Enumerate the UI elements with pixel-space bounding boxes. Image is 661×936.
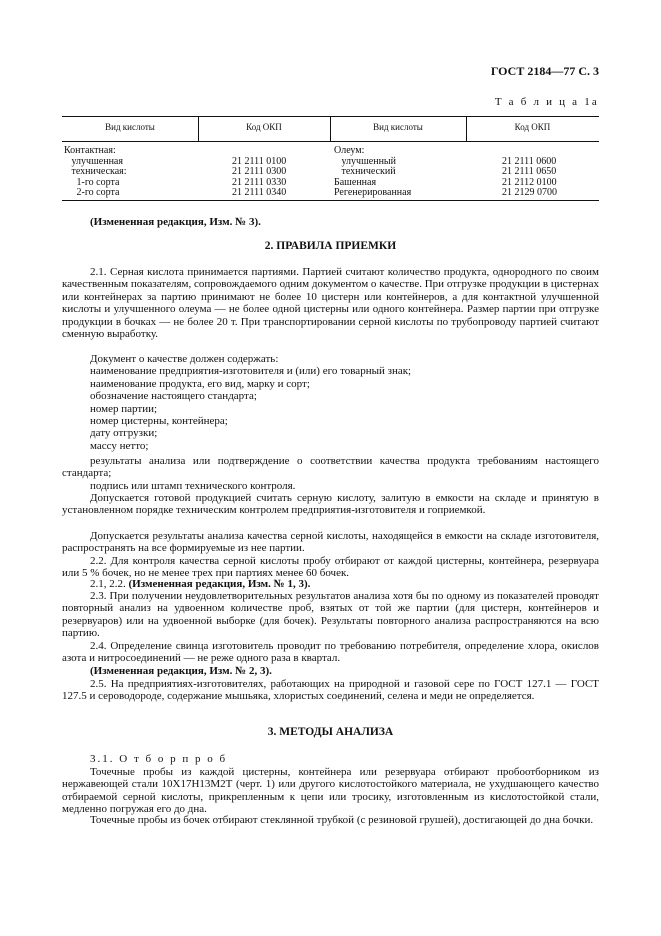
- table-cell-left-names: Контактная: улучшенная техническая: 1-го сорта 2-го сорта: [64, 145, 127, 198]
- amendment-text: (Измененная редакция, Изм. № 1, 3).: [128, 578, 311, 590]
- paragraph-2-3: 2.3. При получении неудовлетворительных результатов анализа хотя бы по одному из показателей проводят повторный анализ на удвоенном количестве проб, взятых от той же партии (для цистерн, контейнеров и резервуаров) или на удвоенной выборке (для бочек). Результаты повторного анализа распространяются на всю партию.: [62, 590, 599, 640]
- paragraph-2-5: 2.5. На предприятиях-изготовителях, работающих на природной и газовой сере по ГОСТ 127.1 — ГОСТ 127.5 и сероводороде, содержание мышьяка, хлористых соединений, селена и меди не определяется.: [62, 678, 599, 703]
- quality-document-list: [62, 353, 599, 452]
- amendment-text: (Измененная редакция, Изм. № 2, 3).: [90, 665, 272, 677]
- table-bottom-border: [62, 200, 599, 201]
- list-item: наименование продукта, его вид, марку и сорт;: [90, 377, 310, 390]
- list-item: номер партии;: [90, 402, 158, 415]
- amendment-item-numbers: 2.1, 2.2.: [90, 578, 126, 590]
- table-cell-right-names: Олеум: улучшенный технический Башенная Регенерированная: [334, 145, 412, 198]
- table-header-okp-code: Код ОКП: [246, 122, 282, 132]
- paragraph-allowed-storage: Допускается готовой продукцией считать серную кислоту, залитую в емкости на складе и принятую в установленном порядке техническим контролем предприятия-изготовителя и гоприемкой.: [62, 492, 599, 517]
- paragraph-2-1: 2.1. Серная кислота принимается партиями. Партией считают количество продукта, однородного по своим качественным показателям, сопровождаемого одним документом о качестве. При отгрузке продукции в цистернах или контейнерах за партию принимают не более 10 цистерн или контейнеров, а для контактной улучшенной кислоты и улучшенного олеума — не более одной цистерны или одного контейнера. Размер партии при отгрузке продукции в бочках — не более 20 т. При транспортировании серной кислоты по трубопроводу партией считают сменную выработку.: [62, 266, 599, 341]
- list-item: наименование предприятия-изготовителя и (или) его товарный знак;: [90, 365, 412, 378]
- list-item-signature: подпись или штамп технического контроля.: [90, 480, 296, 492]
- list-item-results: результаты анализа или подтверждение о соответствии качества продукта требованиям настоящего стандарта;: [62, 455, 599, 480]
- list-item: обозначение настоящего стандарта;: [90, 390, 257, 403]
- amendment-note: (Измененная редакция, Изм. № 3).: [90, 216, 261, 228]
- page-header: ГОСТ 2184—77 С. 3: [490, 64, 599, 78]
- paragraph-3-1-label: [62, 753, 599, 765]
- table-header-acid-type: Вид кислоты: [105, 122, 155, 132]
- table-cell-right-codes: 21 2111 0600 21 2111 0650 21 2112 0100 21 2129 0700: [502, 155, 557, 198]
- section-3-title: 3. МЕТОДЫ АНАЛИЗА: [267, 726, 394, 738]
- paragraph-2-4: 2.4. Определение свинца изготовитель проводит по требованию потребителя, определение хлора, окислов азота и нитросоединений — не реже одного раза в квартал.: [62, 640, 599, 665]
- list-item: номер цистерны, контейнера;: [90, 415, 228, 428]
- table-header-okp-code: Код ОКП: [514, 122, 551, 132]
- table-caption: Т а б л и ц а 1а: [494, 96, 599, 108]
- list-item: дату отгрузки;: [90, 427, 158, 440]
- table-cell-left-codes: 21 2111 0100 21 2111 0300 21 2111 0330 21 2111 0340: [232, 155, 287, 198]
- amendment-2-4: [62, 665, 599, 677]
- paragraph-3-1: Точечные пробы из каждой цистерны, контейнера или резервуара отбирают пробоотборником из нержавеющей стали 10Х17Н13М2Т (черт. 1) или другого кислотостойкого материала, не ухудшающего качество отбираемой серной кислоты, прикрепленным к цепи или тросику, изготовленным из кислотостойкой стали, медленно погружая его до дна.: [62, 766, 599, 816]
- subsection-label: 3.1. О т б о р п р о б: [90, 753, 228, 765]
- table-header-acid-type: Вид кислоты: [373, 122, 423, 132]
- paragraph-barrel-samples: Точечные пробы из бочек отбирают стеклянной трубкой (с резиновой грушей), достигающей до дна бочки.: [90, 814, 594, 826]
- list-item: Документ о качестве должен содержать:: [90, 353, 279, 365]
- paragraph-2-2: 2.2. Для контроля качества серной кислоты пробу отбирают от каждой цистерны, контейнера, резервуара или 5 % бочек, но не менее трех при партиях менее 60 бочек.: [62, 555, 599, 580]
- table-header-border: [62, 141, 599, 142]
- section-2-title: 2. ПРАВИЛА ПРИЕМКИ: [264, 240, 397, 252]
- okp-code-table: [62, 116, 599, 200]
- amendment-2-1-2-2: [62, 578, 599, 590]
- list-item: массу нетто;: [90, 439, 149, 452]
- paragraph-allowed-results: Допускается результаты анализа качества серной кислоты, находящейся в емкости на складе изготовителя, распространять на все формируемые из нее партии.: [62, 530, 599, 555]
